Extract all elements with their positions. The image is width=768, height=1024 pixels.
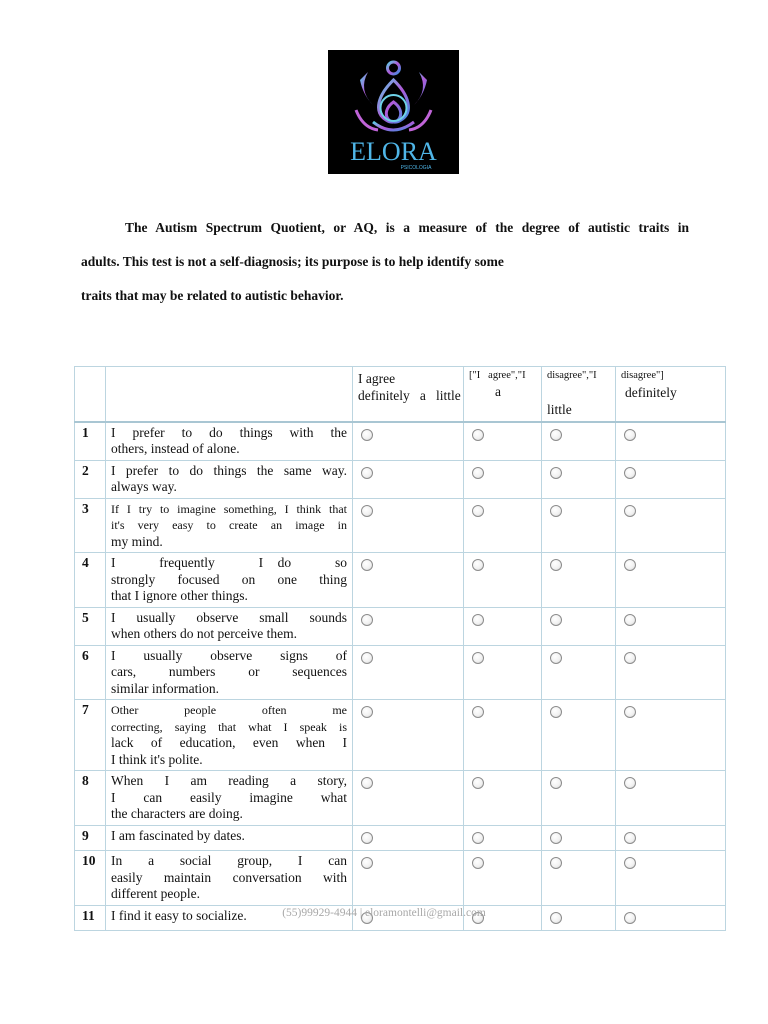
question-line: my mind.	[111, 533, 163, 549]
question-number: 3	[75, 498, 106, 553]
answer-radio-button[interactable]	[624, 467, 636, 479]
answer-cell	[464, 498, 542, 553]
question-line: I prefer to do things the same way.	[111, 462, 347, 478]
question-line: correcting, saying that what I speak is	[111, 719, 347, 734]
table-row	[75, 498, 726, 553]
question-line: Other people often me	[111, 703, 347, 717]
answer-radio-button[interactable]	[472, 505, 484, 517]
question-text	[106, 645, 353, 700]
answer-radio-button[interactable]	[472, 857, 484, 869]
table-header-row	[75, 367, 726, 422]
answer-cell	[464, 553, 542, 608]
answer-radio-button[interactable]	[361, 429, 373, 441]
question-line: the characters are doing.	[111, 806, 243, 821]
answer-radio-button[interactable]	[472, 467, 484, 479]
answer-radio-button[interactable]	[550, 505, 562, 517]
answer-cell	[464, 607, 542, 645]
answer-cell	[353, 422, 464, 461]
header-label: disagree","I	[547, 370, 597, 381]
answer-cell	[353, 553, 464, 608]
table-row	[75, 607, 726, 645]
question-line: when others do not perceive them.	[111, 626, 297, 641]
header-label: ["I agree","I	[469, 370, 526, 381]
footer-contact: (55)99929-4944 | eloramontelli@gmail.com	[282, 907, 486, 919]
answer-cell	[353, 460, 464, 498]
question-line: I am fascinated by dates.	[111, 827, 245, 843]
triquetra-logo-icon	[328, 50, 459, 174]
aq-questionnaire-table	[74, 366, 726, 931]
answer-radio-button[interactable]	[361, 706, 373, 718]
answer-cell	[464, 825, 542, 851]
answer-cell	[464, 645, 542, 700]
table-row	[75, 771, 726, 826]
question-line: I can easily imagine what	[111, 789, 347, 805]
question-line: it's very easy to create an image in	[111, 518, 347, 532]
header-agree-little	[464, 367, 542, 422]
answer-cell	[353, 825, 464, 851]
answer-cell	[353, 771, 464, 826]
answer-radio-button[interactable]	[472, 559, 484, 571]
answer-radio-button[interactable]	[624, 652, 636, 664]
question-line: In a social group, I can	[111, 853, 347, 868]
question-line: cars, numbers or sequences	[111, 664, 347, 679]
question-line: I usually observe small sounds	[111, 609, 347, 625]
answer-cell	[616, 553, 726, 608]
question-line: different people.	[111, 886, 200, 901]
question-number: 8	[75, 771, 106, 826]
question-text	[106, 607, 353, 645]
table-row	[75, 825, 726, 851]
answer-radio-button[interactable]	[472, 429, 484, 441]
answer-radio-button[interactable]	[361, 467, 373, 479]
answer-radio-button[interactable]	[550, 467, 562, 479]
question-text	[106, 422, 353, 461]
question-line: I find it easy to socialize.	[111, 907, 247, 923]
header-disagree-little	[542, 367, 616, 422]
question-text	[106, 851, 353, 906]
answer-cell	[616, 607, 726, 645]
answer-radio-button[interactable]	[472, 706, 484, 718]
question-line: strongly focused on one thing	[111, 571, 347, 587]
question-number: 1	[75, 422, 106, 461]
answer-cell	[542, 645, 616, 700]
answer-cell	[616, 700, 726, 771]
question-text	[106, 771, 353, 826]
answer-cell	[616, 851, 726, 906]
answer-radio-button[interactable]	[550, 429, 562, 441]
answer-radio-button[interactable]	[472, 614, 484, 626]
elora-logo	[328, 50, 459, 174]
question-line: I think it's polite.	[111, 751, 203, 767]
answer-radio-button[interactable]	[624, 706, 636, 718]
question-line: If I try to imagine something, I think that	[111, 501, 347, 516]
answer-cell	[616, 645, 726, 700]
answer-cell	[616, 825, 726, 851]
answer-radio-button[interactable]	[624, 559, 636, 571]
answer-cell	[464, 700, 542, 771]
question-number: 10	[75, 851, 106, 906]
question-text	[106, 553, 353, 608]
intro-paragraph	[81, 211, 689, 313]
question-line: lack of education, even when I	[111, 735, 347, 750]
answer-radio-button[interactable]	[550, 652, 562, 664]
table-row	[75, 460, 726, 498]
question-text	[106, 460, 353, 498]
answer-radio-button[interactable]	[550, 857, 562, 869]
header-label: I agree	[358, 371, 396, 386]
question-number: 7	[75, 700, 106, 771]
header-cell-question	[106, 367, 353, 422]
question-text	[106, 700, 353, 771]
answer-radio-button[interactable]	[361, 832, 373, 844]
answer-cell	[616, 498, 726, 553]
question-number: 4	[75, 553, 106, 608]
header-label: definitely	[625, 385, 677, 400]
answer-radio-button[interactable]	[472, 777, 484, 789]
question-line: always way.	[111, 479, 177, 494]
svg-text:PSICOLOGIA: PSICOLOGIA	[400, 165, 432, 171]
answer-radio-button[interactable]	[550, 614, 562, 626]
answer-cell	[542, 498, 616, 553]
header-label: disagree"]	[621, 370, 664, 381]
table-row	[75, 422, 726, 461]
answer-cell	[542, 422, 616, 461]
table-row	[75, 851, 726, 906]
intro-line: The Autism Spectrum Quotient, or AQ, is a measure of the degree of autistic traits in	[125, 220, 689, 235]
answer-cell	[464, 422, 542, 461]
answer-radio-button[interactable]	[624, 429, 636, 441]
answer-radio-button[interactable]	[624, 614, 636, 626]
answer-cell	[353, 700, 464, 771]
answer-cell	[464, 851, 542, 906]
answer-cell	[353, 645, 464, 700]
answer-radio-button[interactable]	[361, 614, 373, 626]
answer-cell	[616, 422, 726, 461]
answer-radio-button[interactable]	[361, 857, 373, 869]
answer-radio-button[interactable]	[624, 832, 636, 844]
answer-radio-button[interactable]	[624, 857, 636, 869]
answer-radio-button[interactable]	[550, 559, 562, 571]
answer-radio-button[interactable]	[550, 832, 562, 844]
header-label: little	[547, 402, 572, 417]
answer-cell	[616, 771, 726, 826]
answer-radio-button[interactable]	[624, 505, 636, 517]
question-line: others, instead of alone.	[111, 441, 240, 456]
answer-cell	[542, 607, 616, 645]
answer-radio-button[interactable]	[550, 777, 562, 789]
answer-radio-button[interactable]	[472, 652, 484, 664]
question-line: I frequently I do so	[111, 555, 347, 570]
answer-cell	[616, 460, 726, 498]
question-number: 6	[75, 645, 106, 700]
question-line: I usually observe signs of	[111, 647, 347, 663]
question-number: 9	[75, 825, 106, 851]
answer-radio-button[interactable]	[361, 505, 373, 517]
table-row	[75, 645, 726, 700]
intro-line: adults. This test is not a self-diagnosis; its purpose is to help identify some	[81, 254, 504, 269]
answer-radio-button[interactable]	[472, 832, 484, 844]
question-number: 11	[75, 905, 106, 931]
header-disagree-definitely	[616, 367, 726, 422]
table-row	[75, 553, 726, 608]
question-line: similar information.	[111, 680, 219, 696]
answer-radio-button[interactable]	[361, 559, 373, 571]
answer-cell	[464, 460, 542, 498]
answer-cell	[542, 825, 616, 851]
answer-cell	[464, 771, 542, 826]
answer-cell	[353, 851, 464, 906]
question-line: I prefer to do things with the	[111, 424, 347, 440]
question-line: that I ignore other things.	[111, 588, 248, 603]
svg-text:ELORA: ELORA	[350, 137, 437, 166]
answer-cell	[542, 851, 616, 906]
question-number: 5	[75, 607, 106, 645]
answer-cell	[542, 700, 616, 771]
question-text	[106, 825, 353, 851]
header-label: a	[495, 384, 501, 399]
question-line: easily maintain conversation with	[111, 869, 347, 885]
answer-cell	[542, 553, 616, 608]
answer-radio-button[interactable]	[361, 652, 373, 664]
answer-cell	[542, 460, 616, 498]
header-cell-number	[75, 367, 106, 422]
question-line: When I am reading a story,	[111, 773, 347, 788]
answer-cell	[542, 771, 616, 826]
answer-radio-button[interactable]	[550, 706, 562, 718]
answer-radio-button[interactable]	[361, 777, 373, 789]
question-text	[106, 498, 353, 553]
answer-radio-button[interactable]	[624, 777, 636, 789]
answer-cell	[353, 607, 464, 645]
answer-cell	[353, 498, 464, 553]
header-label: definitely a little	[358, 387, 461, 403]
header-agree-definitely	[353, 367, 464, 422]
question-number: 2	[75, 460, 106, 498]
intro-line: traits that may be related to autistic behavior.	[81, 288, 344, 303]
table-row	[75, 700, 726, 771]
